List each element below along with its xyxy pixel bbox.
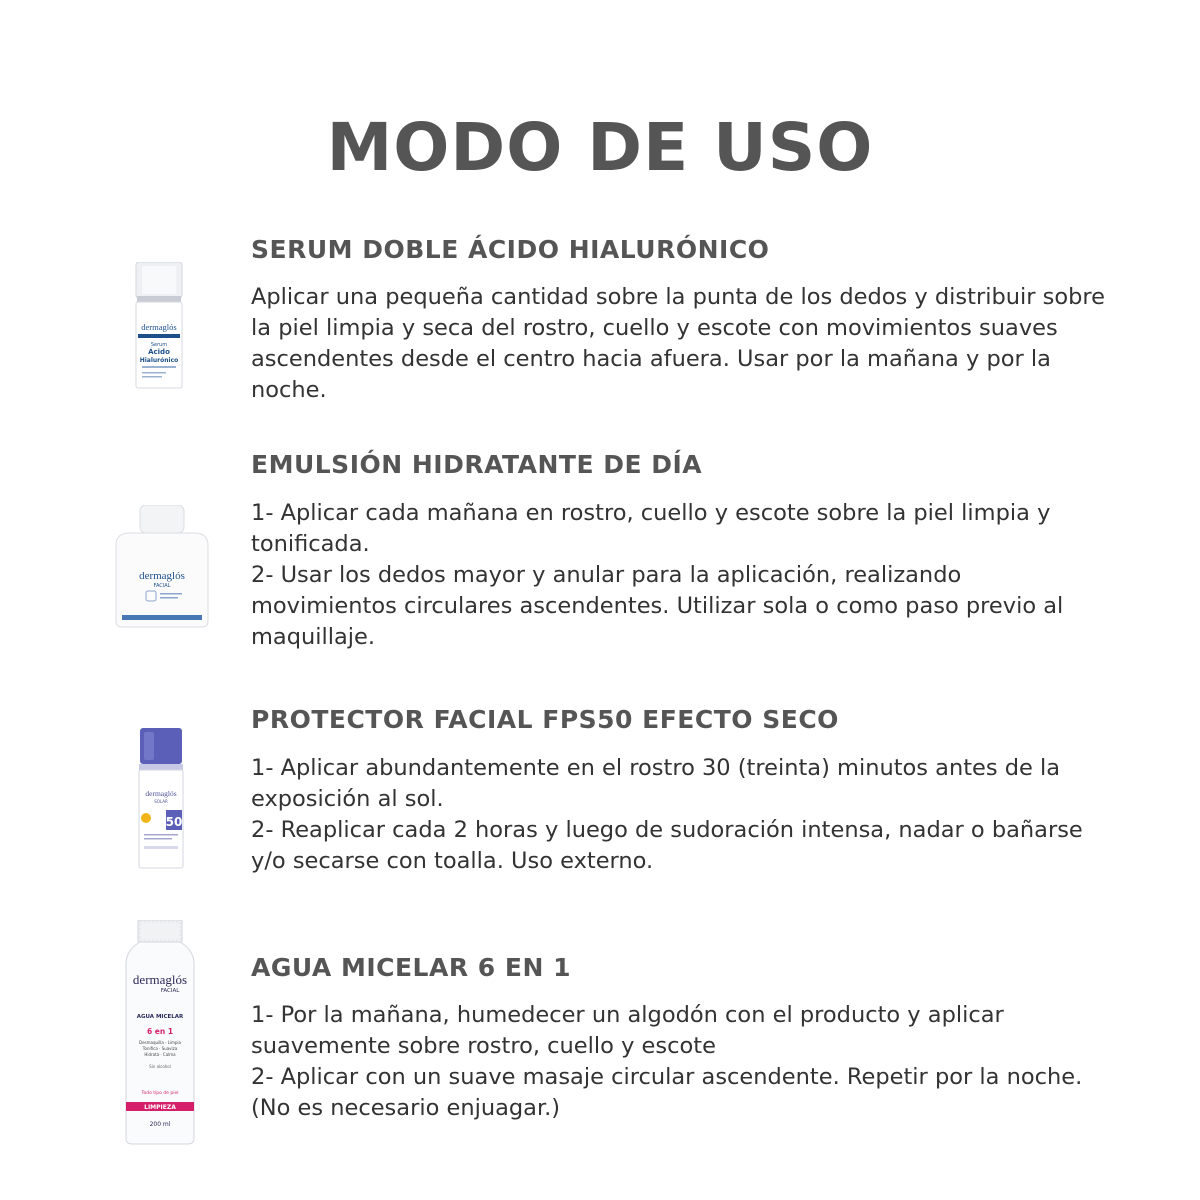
micellar-label-line-9: 200 ml [149, 1121, 171, 1128]
serum-brand-text: dermaglós [141, 322, 177, 332]
instruction-paragraph: 2- Aplicar con un suave masaje circular ascendente. Repetir por la noche. (No es necesario enjuagar.) [251, 1064, 1083, 1121]
product-title-serum: SERUM DOBLE ÁCIDO HIALURÓNICO [251, 235, 770, 264]
page-title: MODO DE USO [326, 109, 874, 186]
instruction-paragraph: 1- Aplicar abundantemente en el rostro 30 (treinta) minutos antes de la exposición al sol. [251, 755, 1061, 812]
serum-label-line-1: Serum [150, 342, 168, 348]
micellar-facial-text: FACIAL [160, 988, 180, 994]
serum-bottle-image [128, 262, 190, 390]
product-instructions-emulsion [251, 498, 1111, 653]
micellar-label-line-6: Sin alcohol [149, 1064, 171, 1069]
product-title-emulsion: EMULSIÓN HIDRATANTE DE DÍA [251, 450, 703, 479]
instruction-paragraph: 2- Reaplicar cada 2 horas y luego de sudoración intensa, nadar o bañarse y/o secarse con toalla. Uso externo. [251, 817, 1083, 874]
micellar-label-line-7: Todo tipo de piel [141, 1091, 179, 1096]
instruction-paragraph: 1- Por la mañana, humedecer un algodón con el producto y aplicar suavemente sobre rostro, cuello y escote [251, 1002, 1004, 1059]
emulsion-jar-image [110, 505, 214, 629]
product-instructions-serum [251, 282, 1111, 406]
micellar-label-line-8: LIMPIEZA [144, 1104, 176, 1111]
protector-brand-text: dermaglós [145, 789, 177, 798]
micellar-bottle-image [122, 920, 198, 1146]
emulsion-brand-text: dermaglós [139, 570, 185, 582]
product-title-protector: PROTECTOR FACIAL FPS50 EFECTO SECO [251, 705, 839, 734]
instruction-paragraph: Aplicar una pequeña cantidad sobre la punta de los dedos y distribuir sobre la piel limpia y seca del rostro, cuello y escote con movimientos suaves ascendentes desde el centro hacia afuera. Usar por la mañana y por la noche. [251, 284, 1106, 403]
product-title-micellar: AGUA MICELAR 6 EN 1 [251, 953, 571, 982]
micellar-brand-text: dermaglós [132, 972, 188, 987]
serum-label-line-2: Ácido [148, 348, 170, 356]
protector-bottle-image [136, 728, 186, 870]
micellar-label-line-5: Hidrata · Calma [144, 1052, 176, 1057]
micellar-label-line-3: Desmaquilla · Limpia [139, 1040, 181, 1045]
instruction-paragraph: 1- Aplicar cada mañana en rostro, cuello y escote sobre la piel limpia y tonificada. [251, 500, 1051, 557]
serum-label-line-3: Hialurónico [139, 357, 179, 364]
protector-solar-text: SOLAR [154, 799, 168, 804]
micellar-label-line-1: AGUA MICELAR [136, 1014, 184, 1020]
product-instructions-micellar [251, 1000, 1111, 1124]
instruction-paragraph: 2- Usar los dedos mayor y anular para la aplicación, realizando movimientos circulares ascendentes. Utilizar sola o como paso previo al maquillaje. [251, 562, 1064, 650]
protector-spf-text: 50 [165, 815, 183, 829]
micellar-label-line-4: Tonifica · Suaviza [142, 1046, 178, 1051]
emulsion-facial-text: FACIAL [153, 583, 171, 589]
product-instructions-protector [251, 753, 1111, 877]
micellar-label-line-2: 6 en 1 [146, 1027, 174, 1036]
